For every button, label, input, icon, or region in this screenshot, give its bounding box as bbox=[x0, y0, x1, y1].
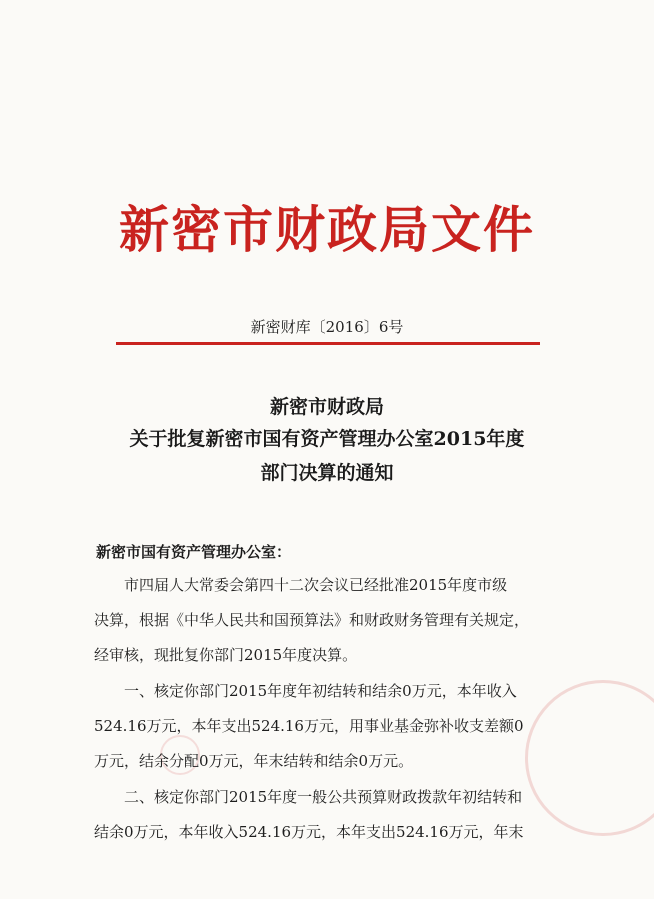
body-line: 决算，根据《中华人民共和国预算法》和财政财务管理有关规定， bbox=[94, 611, 530, 629]
document-number: 新密财库〔2016〕6号 bbox=[250, 318, 404, 336]
body-line: 市四届人大常委会第四十二次会议已经批准2015年度市级 bbox=[124, 576, 508, 594]
body-line: 经审核，现批复你部门2015年度决算。 bbox=[94, 646, 358, 664]
document-title-line-1: 新密市财政局 bbox=[269, 396, 384, 418]
header-divider-line bbox=[116, 342, 540, 345]
faint-seal-mark bbox=[525, 680, 654, 836]
salutation: 新密市国有资产管理办公室： bbox=[96, 543, 292, 561]
body-line: 524.16万元，本年支出524.16万元，用事业基金弥补收支差额0 bbox=[94, 717, 524, 735]
document-title-line-2: 关于批复新密市国有资产管理办公室2015年度 bbox=[129, 428, 525, 450]
document-title-line-3: 部门决算的通知 bbox=[260, 462, 394, 484]
body-line: 结余0万元，本年收入524.16万元，本年支出524.16万元，年末 bbox=[94, 823, 524, 841]
body-line: 一、核定你部门2015年度年初结转和结余0万元，本年收入 bbox=[124, 682, 517, 700]
body-line: 万元，结余分配0万元，年末结转和结余0万元。 bbox=[94, 752, 414, 770]
body-line: 二、核定你部门2015年度一般公共预算财政拨款年初结转和 bbox=[124, 788, 523, 806]
document-header-title: 新密市财政局文件 bbox=[119, 200, 535, 259]
